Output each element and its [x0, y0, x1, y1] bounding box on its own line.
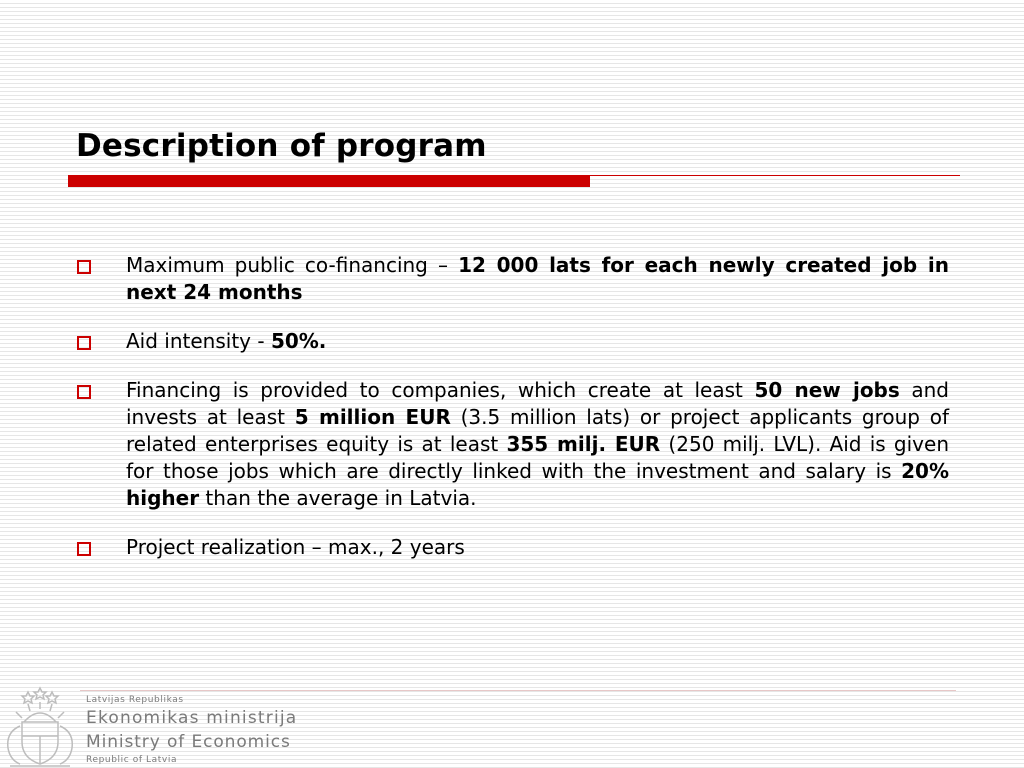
square-bullet-icon [77, 260, 91, 274]
bullet-segment: Aid intensity - [126, 329, 271, 353]
title-underline-thin [590, 175, 960, 176]
bullet-emphasis: 12 000 lats for each newly created job in next 24 months [126, 253, 949, 304]
emblem-sun-rays [16, 702, 64, 718]
bullet-segment: and invests at least [126, 378, 949, 429]
bullet-item [75, 328, 949, 355]
bullet-emphasis: 20% higher [126, 459, 949, 510]
footer-republic-lv: Latvijas Republikas [86, 695, 184, 705]
bullet-emphasis: 5 million EUR [294, 405, 451, 429]
footer-divider [80, 690, 956, 691]
bullet-emphasis: 355 milj. EUR [506, 432, 661, 456]
emblem-sun [24, 713, 56, 722]
bullet-text [126, 378, 949, 510]
bullet-text [126, 329, 326, 353]
bullet-segment: Financing is provided to companies, which create at least [126, 378, 755, 402]
bullet-text [126, 253, 949, 304]
bullet-item [75, 377, 949, 512]
emblem-left-supporter [8, 726, 20, 764]
emblem-star-1 [22, 692, 34, 703]
bullet-segment: (250 milj. LVL). Aid is given for those jobs which are directly linked with the investment and salary is [126, 432, 949, 483]
bullet-item [75, 534, 949, 561]
footer-ministry-en: Ministry of Economics [86, 732, 291, 752]
bullet-emphasis: 50%. [270, 329, 327, 353]
bullet-emphasis: 50 new jobs [754, 378, 900, 402]
footer-ministry-lv: Ekonomikas ministrija [86, 708, 298, 728]
emblem-star-2 [34, 688, 46, 699]
slide-title: Description of program [76, 128, 487, 164]
square-bullet-icon [77, 336, 91, 350]
bullet-segment: than the average in Latvia. [199, 486, 477, 510]
bullet-text [126, 535, 465, 559]
bullet-list [75, 252, 949, 583]
square-bullet-icon [77, 385, 91, 399]
footer-republic-en: Republic of Latvia [86, 755, 178, 765]
emblem-right-supporter [60, 726, 72, 764]
emblem-shield-divider [22, 736, 58, 764]
title-underline-thick [68, 175, 590, 187]
bullet-segment: Maximum public co-financing – [126, 253, 459, 277]
bullet-segment: Project realization – max., 2 years [126, 535, 465, 559]
bullet-segment: (3.5 million lats) or project applicants group of related enterprises equity is at least [126, 405, 950, 456]
emblem-star-3 [46, 692, 58, 703]
coat-of-arms-logo [0, 684, 80, 768]
bullet-item [75, 252, 949, 306]
square-bullet-icon [77, 542, 91, 556]
